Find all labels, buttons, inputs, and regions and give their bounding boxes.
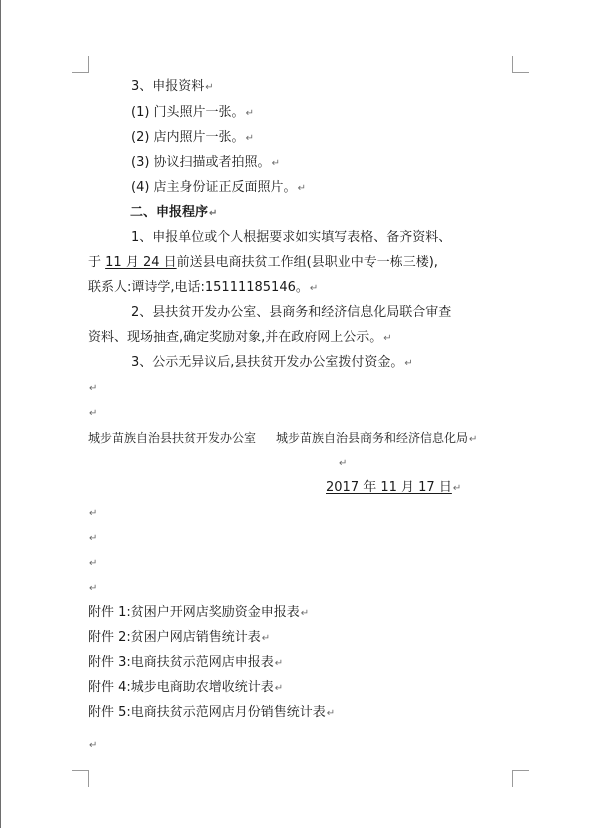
paragraph-mark-icon: ↵ <box>274 683 284 694</box>
paragraph-mark-icon: ↵ <box>89 408 98 419</box>
paragraph-mark-icon: ↵ <box>469 434 478 445</box>
paragraph-mark-icon: ↵ <box>245 108 254 119</box>
paragraph-mark-icon: ↵ <box>300 608 310 619</box>
paragraph-mark-icon: ↵ <box>452 483 462 494</box>
paragraph-mark-icon: ↵ <box>89 508 98 519</box>
paragraph-mark-icon: ↵ <box>209 208 218 219</box>
signature-org-poverty-office: 城步苗族自治县扶贫开发办公室 <box>88 431 257 445</box>
paragraph-mark-icon: ↵ <box>89 558 98 569</box>
attachment-item[interactable]: 附件 1:贫困户开网店奖励资金申报表↵ <box>88 605 310 620</box>
empty-paragraph[interactable] <box>88 529 97 548</box>
empty-paragraph[interactable] <box>338 454 347 473</box>
paragraph-mark-icon: ↵ <box>89 740 98 751</box>
signature-date[interactable]: 2017 年 11 月 17 日↵ <box>326 480 462 495</box>
margin-corner-bottom-right <box>512 770 529 787</box>
signature-organizations[interactable] <box>88 429 477 449</box>
paragraph-mark-icon: ↵ <box>383 333 392 344</box>
paragraph-mark-icon: ↵ <box>274 658 284 669</box>
empty-paragraph[interactable] <box>88 554 97 573</box>
procedure-step-2-line-1[interactable]: 2、县扶贫开发办公室、县商务和经济信息化局联合审查 <box>131 305 452 320</box>
materials-item[interactable]: (2) 店内照片一张。↵ <box>131 130 254 145</box>
paragraph-mark-icon: ↵ <box>339 458 348 469</box>
empty-paragraph[interactable] <box>88 404 97 423</box>
paragraph-mark-icon: ↵ <box>205 82 214 93</box>
paragraph-mark-icon: ↵ <box>271 158 280 169</box>
procedure-step-1-line-1[interactable]: 1、申报单位或个人根据要求如实填写表格、备齐资料、 <box>131 230 452 245</box>
materials-item[interactable]: (1) 门头照片一张。↵ <box>131 105 254 120</box>
materials-heading[interactable]: 3、申报资料↵ <box>131 79 214 94</box>
paragraph-mark-icon: ↵ <box>326 708 336 719</box>
paragraph-mark-icon: ↵ <box>309 283 319 294</box>
paragraph-mark-icon: ↵ <box>89 383 98 394</box>
attachment-item[interactable]: 附件 3:电商扶贫示范网店申报表↵ <box>88 655 284 670</box>
paragraph-mark-icon: ↵ <box>89 533 98 544</box>
procedure-step-1-line-2[interactable]: 于 11 月 24 日前送县电商扶贫工作组(县职业中专一栋三楼), <box>88 255 438 270</box>
attachment-item[interactable]: 附件 5:电商扶贫示范网店月份销售统计表↵ <box>88 705 336 720</box>
empty-paragraph[interactable] <box>88 579 97 598</box>
attachment-item[interactable]: 附件 2:贫困户网店销售统计表↵ <box>88 630 271 645</box>
procedure-step-1-line-3[interactable]: 联系人:谭诗学,电话:15111185146。↵ <box>88 280 319 295</box>
paragraph-mark-icon: ↵ <box>404 358 413 369</box>
procedure-heading[interactable]: 二、申报程序↵ <box>130 205 218 220</box>
paragraph-mark-icon: ↵ <box>261 633 271 644</box>
page-left-edge <box>0 0 1 828</box>
attachment-item[interactable]: 附件 4:城步电商助农增收统计表↵ <box>88 680 284 695</box>
paragraph-mark-icon: ↵ <box>245 133 254 144</box>
empty-paragraph[interactable] <box>88 504 97 523</box>
empty-paragraph[interactable] <box>88 379 97 398</box>
signature-org-commerce-bureau: 城步苗族自治县商务和经济信息化局 <box>276 431 469 445</box>
margin-corner-top-right <box>512 56 529 73</box>
materials-item[interactable]: (4) 店主身份证正反面照片。↵ <box>131 180 306 195</box>
materials-item[interactable]: (3) 协议扫描或者拍照。↵ <box>131 155 280 170</box>
paragraph-mark-icon: ↵ <box>89 583 98 594</box>
empty-paragraph[interactable] <box>88 736 97 755</box>
margin-corner-top-left <box>72 56 89 73</box>
procedure-step-2-line-2[interactable]: 资料、现场抽查,确定奖励对象,并在政府网上公示。↵ <box>88 330 392 345</box>
procedure-step-3[interactable]: 3、公示无异议后,县扶贫开发办公室拨付资金。↵ <box>131 355 413 370</box>
deadline-date: 11 月 24 日 <box>105 255 177 270</box>
paragraph-mark-icon: ↵ <box>297 183 306 194</box>
margin-corner-bottom-left <box>72 770 89 787</box>
